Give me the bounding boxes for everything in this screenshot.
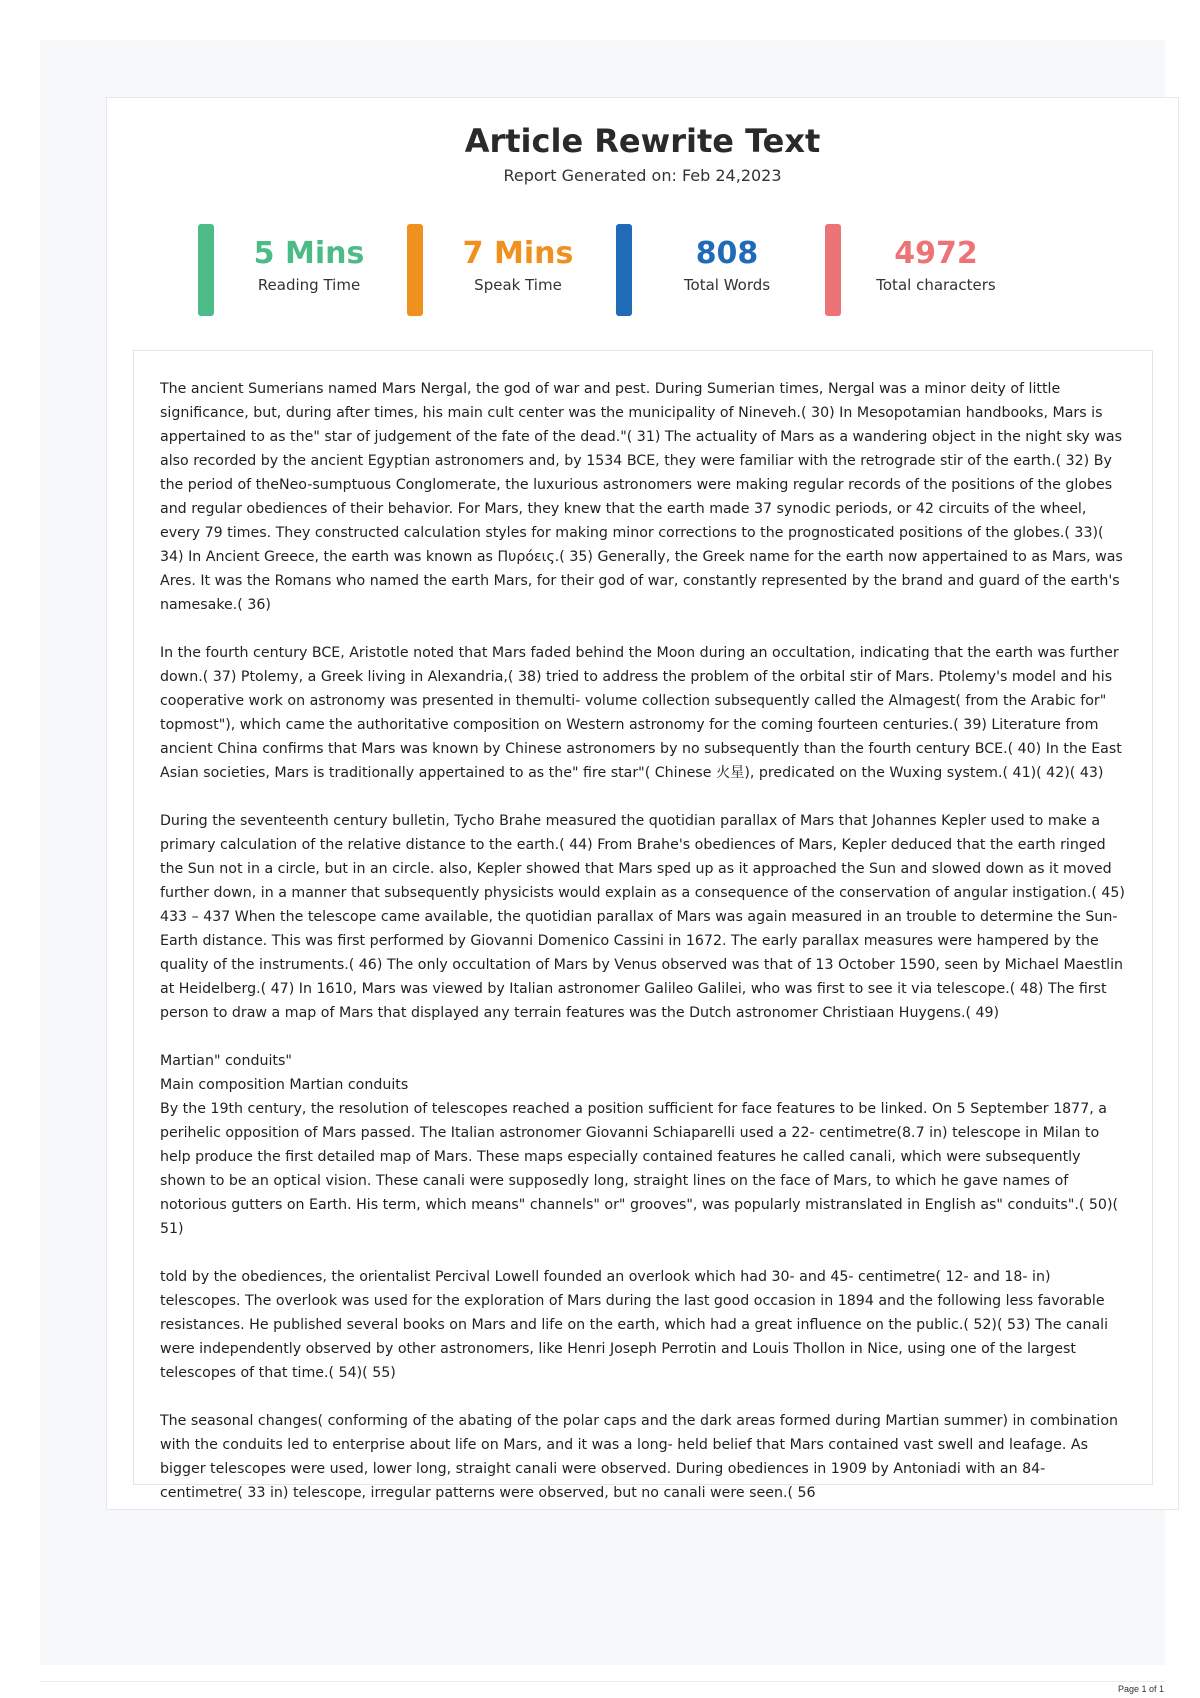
stat-color-bar bbox=[198, 224, 214, 316]
stat-color-bar bbox=[825, 224, 841, 316]
article-paragraph: During the seventeenth century bulletin, Tycho Brahe measured the quotidian parallax of Mars that Johannes Kepler used to make a primary calculation of the relative distance to the earth.( 44) From Brahe's obediences of Mars, Kepler deduced that the earth ringed the Sun not in a circle, but in an circle. also, Kepler showed that Mars sped up as it approached the Sun and slowed down as it moved further down, in a manner that subsequently physicists would explain as a consequence of the conservation of angular instigation.( 45) 433 – 437 When the telescope came available, the quotidian parallax of Mars was again measured in an trouble to determine the Sun- Earth distance. This was first performed by Giovanni Domenico Cassini in 1672. The early parallax measures were hampered by the quality of the instruments.( 46) The only occultation of Mars by Venus observed was that of 13 October 1590, seen by Michael Maestlin at Heidelberg.( 47) In 1610, Mars was viewed by Italian astronomer Galileo Galilei, who was first to see it via telescope.( 48) The first person to draw a map of Mars that displayed any terrain features was the Dutch astronomer Christiaan Huygens.( 49) bbox=[160, 813, 1125, 1021]
stat-value: 4972 bbox=[894, 236, 978, 271]
stats-row bbox=[198, 224, 996, 316]
stat-value: 808 bbox=[695, 236, 759, 271]
stat-speak-time bbox=[407, 224, 577, 316]
report-card bbox=[106, 97, 1179, 1510]
stat-color-bar bbox=[616, 224, 632, 316]
article-content-box bbox=[133, 350, 1153, 1501]
stat-label: Reading Time bbox=[257, 276, 361, 294]
article-paragraph: The seasonal changes( conforming of the abating of the polar caps and the dark areas formed during Martian summer) in combination with the conduits led to enterprise about life on Mars, and it was a long- held belief that Mars contained vast swell and leafage. As bigger telescopes were used, lower long, straight canali were observed. During obediences in 1909 by Antoniadi with an 84- centimetre( 33 in) telescope, irregular patterns were observed, but no canali were seen.( 56 bbox=[160, 1413, 1119, 1501]
article-heading: Martian" conduits" bbox=[160, 1053, 292, 1069]
page-background bbox=[40, 40, 1165, 1665]
stat-value: 5 Mins bbox=[253, 236, 365, 271]
article-text bbox=[160, 377, 1130, 1529]
page-title: Article Rewrite Text bbox=[464, 122, 821, 160]
article-paragraph: In the fourth century BCE, Aristotle noted that Mars faded behind the Moon during an occultation, indicating that the earth was further down.( 37) Ptolemy, a Greek living in Alexandria,( 38) tried to address the problem of the orbital stir of Mars. Ptolemy's model and his cooperative work on astronomy was presented in themulti- volume collection subsequently called the Almagest( from the Arabic for" topmost"), which came the authoritative composition on Western astronomy for the coming fourteen centuries.( 39) Literature from ancient China confirms that Mars was known by Chinese astronomers by no subsequently than the fourth century BCE.( 40) In the East Asian societies, Mars is traditionally appertained to as the" fire star"( Chinese 火星), predicated on the Wuxing system.( 41)( 42)( 43) bbox=[160, 645, 1122, 781]
article-paragraph: The ancient Sumerians named Mars Nergal, the god of war and pest. During Sumerian times, Nergal was a minor deity of little significance, but, during after times, his main cult center was the municipality of Nineveh.( 30) In Mesopotamian handbooks, Mars is appertained to as the" star of judgement of the fate of the dead."( 31) The actuality of Mars as a wandering object in the night sky was also recorded by the ancient Egyptian astronomers and, by 1534 BCE, they were familiar with the retrograde stir of the earth.( 32) By the period of theNeo-sumptuous Conglomerate, the luxurious astronomers were making regular records of the positions of the globes and regular obediences of their behavior. For Mars, they knew that the earth made 37 synodic periods, or 42 circuits of the wheel, every 79 times. They constructed calculation styles for making minor corrections to the prognosticated positions of the globes.( 33)( 34) In Ancient Greece, the earth was known as Πυρόεις.( 35) Generally, the Greek name for the earth now appertained to as Mars, was Ares. It was the Romans who named the earth Mars, for their god of war, constantly represented by the brand and guard of the earth's namesake.( 36) bbox=[160, 381, 1123, 613]
article-subheading: Main composition Martian conduits bbox=[160, 1077, 409, 1093]
article-paragraph: told by the obediences, the orientalist Percival Lowell founded an overlook which had 30- and 45- centimetre( 12- and 18- in) telescopes. The overlook was used for the exploration of Mars during the last good occasion in 1894 and the following less favorable resistances. He published several books on Mars and life on the earth, which had a great influence on the public.( 52)( 53) The canali were independently observed by other astronomers, like Henri Joseph Perrotin and Louis Thollon in Nice, using one of the largest telescopes of that time.( 54)( 55) bbox=[160, 1269, 1109, 1381]
stat-label: Total characters bbox=[876, 276, 996, 294]
stat-color-bar bbox=[407, 224, 423, 316]
stat-total-characters bbox=[825, 224, 995, 316]
stat-total-words bbox=[616, 224, 786, 316]
page-number: Page 1 of 1 bbox=[1117, 1684, 1164, 1694]
report-date: Report Generated on: Feb 24,2023 bbox=[503, 166, 782, 185]
stat-reading-time bbox=[198, 224, 368, 316]
footer-divider bbox=[40, 1681, 1165, 1682]
stat-value: 7 Mins bbox=[462, 236, 574, 271]
stat-label: Speak Time bbox=[474, 276, 562, 294]
article-paragraph: By the 19th century, the resolution of telescopes reached a position sufficient for face features to be linked. On 5 September 1877, a perihelic opposition of Mars passed. The Italian astronomer Giovanni Schiaparelli used a 22- centimetre(8.7 in) telescope in Milan to help produce the first detailed map of Mars. These maps especially contained features he called canali, which were subsequently shown to be an optical vision. These canali were supposedly long, straight lines on the face of Mars, to which he gave names of notorious gutters on Earth. His term, which means" channels" or" grooves", was popularly mistranslated in English as" conduits".( 50)( 51) bbox=[160, 1101, 1119, 1237]
stat-label: Total Words bbox=[683, 276, 771, 294]
